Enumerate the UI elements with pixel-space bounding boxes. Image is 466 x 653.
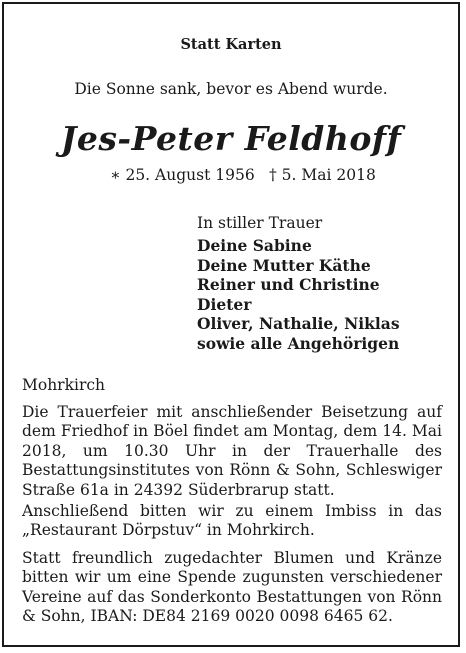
- mourner-name: Reiner und Christine: [197, 275, 380, 295]
- mourner-name: Deine Mutter Käthe: [197, 255, 371, 275]
- mourner-name: Deine Sabine: [197, 236, 312, 255]
- epigraph-quote: Die Sonne sank, bevor es Abend wurde.: [74, 80, 388, 98]
- obituary-notice: [2, 2, 460, 647]
- death-date: † 5. Mai 2018: [269, 166, 376, 184]
- mourner-name: sowie alle Angehörigen: [197, 333, 400, 353]
- mourner-name: Dieter: [197, 294, 252, 314]
- donation-paragraph: Statt freundlich zugedachter Blumen und Kränze bitten wir um eine Spende zugunsten verschiedener Vereine auf das Sonderkonto Bestattungen von Rönn & Sohn, IBAN: DE84 2169 0020 0098 6465 62.: [22, 549, 442, 626]
- notice-header: Statt Karten: [180, 36, 282, 53]
- mourning-intro: In stiller Trauer: [197, 214, 323, 232]
- place-name: Mohrkirch: [22, 376, 106, 394]
- mourner-name: Oliver, Nathalie, Niklas: [197, 314, 400, 334]
- mourners-list: [197, 236, 400, 354]
- deceased-name: Jes-Peter Feldhoff: [60, 119, 402, 158]
- birth-date: ∗ 25. August 1956: [110, 166, 255, 184]
- funeral-service-paragraph: Die Trauerfeier mit anschließender Beisetzung auf dem Friedhof in Böel findet am Montag, dem 14. Mai 2018, um 10.30 Uhr in der Trauerhalle des Bestattungsinstitutes von Rönn & Sohn, Schleswiger Straße 61a in 24392 Süderbrarup statt.: [22, 403, 442, 499]
- reception-paragraph: Anschließend bitten wir zu einem Imbiss in das „Restaurant Dörpstuv“ in Mohrkirch.: [22, 502, 442, 540]
